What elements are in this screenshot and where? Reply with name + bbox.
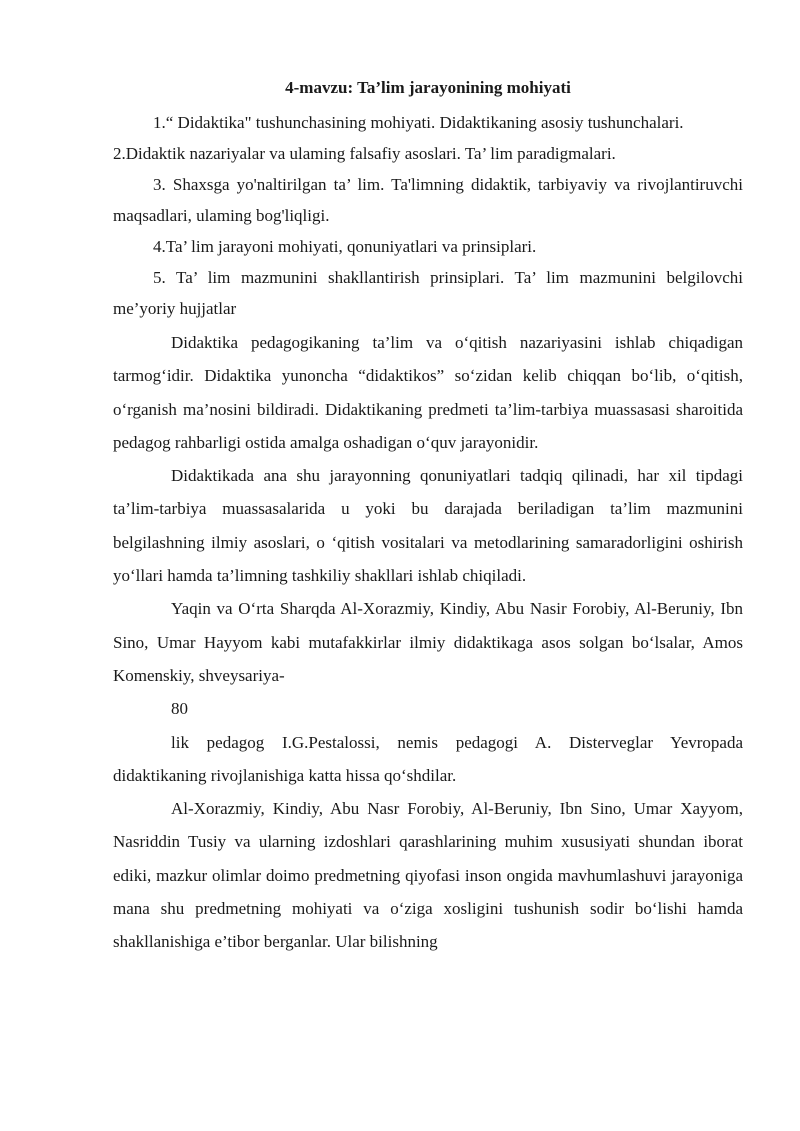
page-number: 80	[171, 699, 188, 719]
topic-5: 5. Ta’ lim mazmunini shakllantirish prinsiplari. Ta’ lim mazmunini belgilovchi me’yoriy hujjatlar	[113, 268, 743, 318]
topic-3: 3. Shaxsga yo'naltirilgan ta’ lim. Ta'limning didaktik, tarbiyaviy va rivojlantiruvchi maqsadlari, ulaming bog'liqligi.	[113, 175, 743, 225]
document-page	[113, 74, 743, 959]
paragraph-3: Yaqin va O‘rta Sharqda Al-Xorazmiy, Kindiy, Abu Nasir Forobiy, Al-Beruniy, Ibn Sino, Umar Hayyom kabi mutafakkirlar ilmiy didaktikaga asos solgan bo‘lsalar, Amos Komenskiy, shveysariya-	[113, 599, 743, 685]
paragraph-5: Al-Xorazmiy, Kindiy, Abu Nasr Forobiy, Al-Beruniy, Ibn Sino, Umar Xayyom, Nasriddin Tusiy va ularning izdoshlari qarashlarining muhim xususiyati shundan iborat ediki, mazkur olimlar doimo predmetning qiyofasi inson ongida mavhumlashuvi jarayoniga mana shu predmetning mohiyati va o‘ziga xosligini tushunish sodir bo‘lishi hamda shakllanishiga e’tibor berganlar. Ular bilishning	[113, 799, 743, 952]
paragraph-1: Didaktika pedagogikaning ta’lim va o‘qitish nazariyasini ishlab chiqadigan tarmog‘idir. Didaktika yunoncha “didaktikos” so‘zidan kelib chiqqan bo‘lib, o‘qitish, o‘rganish ma’nosini bildiradi. Didaktikaning predmeti ta’lim-tarbiya muassasasi sharoitida pedagog rahbarligi ostida amalga oshadigan o‘quv jarayonidir.	[113, 333, 743, 452]
paragraph-2: Didaktikada ana shu jarayonning qonuniyatlari tadqiq qilinadi, har xil tipdagi ta’lim-tarbiya muassasalarida u yoki bu darajada beriladigan ta’lim mazmunini belgilashning ilmiy asoslari, o ‘qitish vositalari va metodlarining samaradorligini oshirish yo‘llari hamda ta’limning tashkiliy shakllari ishlab chiqiladi.	[113, 466, 743, 586]
topic-2: 2.Didaktik nazariyalar va ulaming falsafiy asoslari. Ta’ lim paradigmalari.	[113, 144, 616, 163]
topic-4: 4.Ta’ lim jarayoni mohiyati, qonuniyatlari va prinsiplari.	[153, 237, 537, 256]
topic-1: 1.“ Didaktika" tushunchasining mohiyati. Didaktikaning asosiy tushunchalari.	[153, 113, 684, 132]
document-title: 4-mavzu: Ta’lim jarayonining mohiyati	[285, 78, 571, 97]
paragraph-4: lik pedagog I.G.Pestalossi, nemis pedagogi A. Disterveglar Yevropada didaktikaning rivojlanishiga katta hissa qo‘shdilar.	[113, 732, 743, 785]
